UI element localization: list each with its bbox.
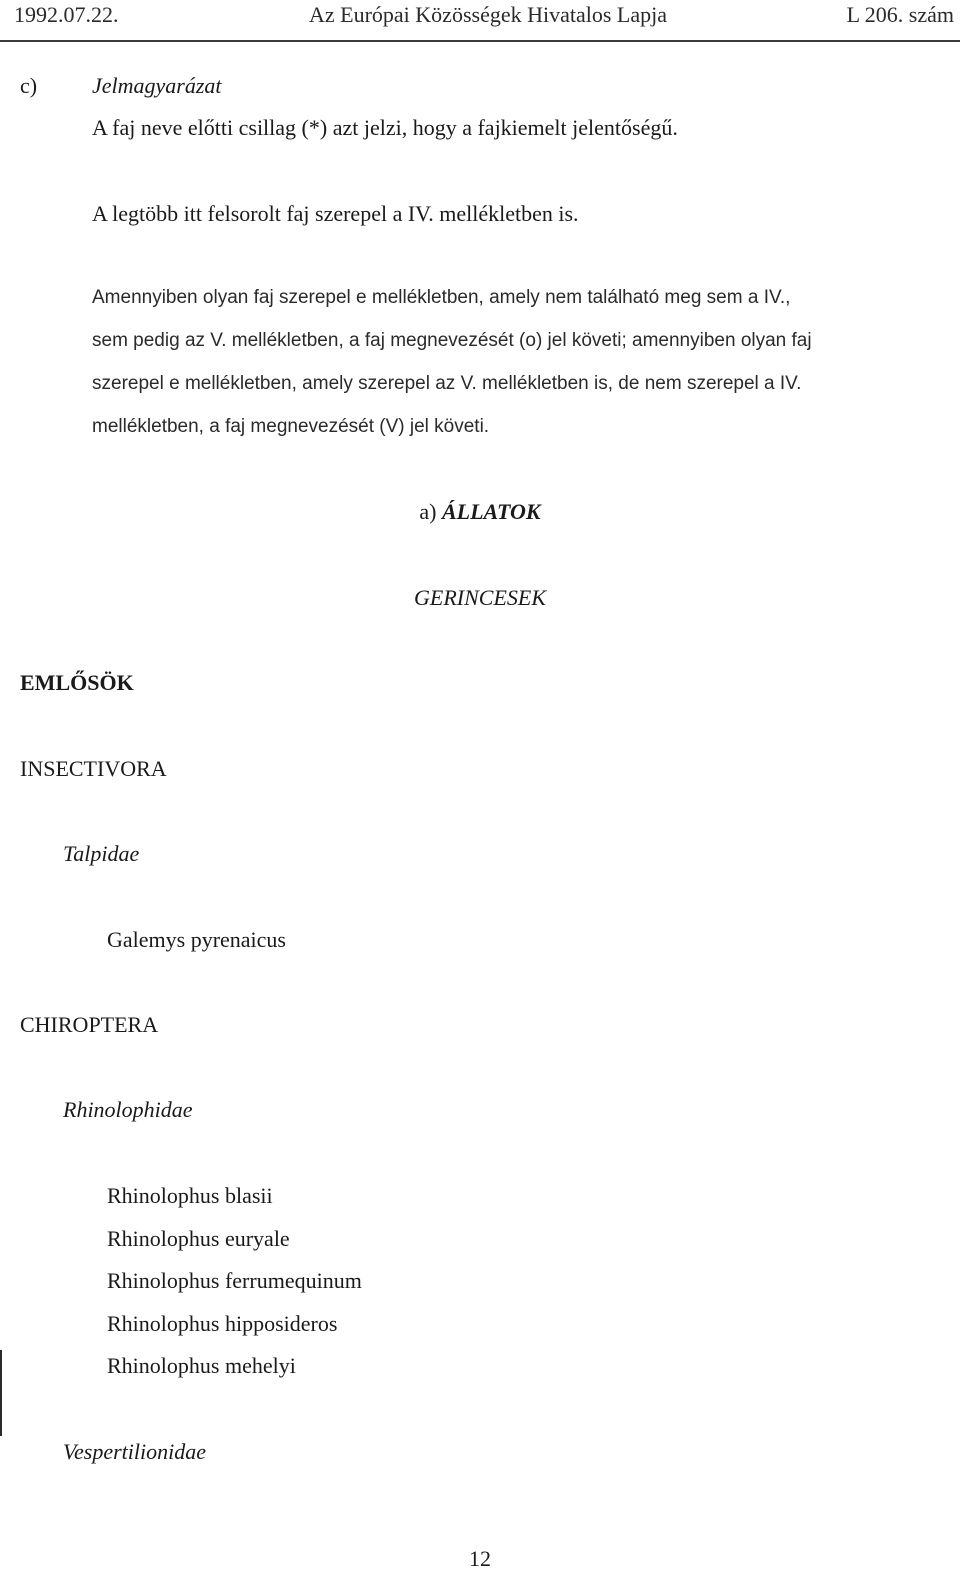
taxon-species-item: Rhinolophus blasii <box>107 1183 273 1208</box>
legend-paragraph-3-line-3: szerepel e mellékletben, amely szerepel az V. mellékletben is, de nem szerepel a IV. <box>92 373 802 394</box>
legend-paragraph-2: A legtöbb itt felsorolt faj szerepel a IV. mellékletben is. <box>92 201 579 226</box>
taxon-family-talpidae: Talpidae <box>63 841 140 866</box>
taxon-family-vespertilionidae: Vespertilionidae <box>63 1439 206 1464</box>
taxon-species-item: Rhinolophus ferrumequinum <box>107 1268 362 1293</box>
taxon-species-item: Rhinolophus euryale <box>107 1226 290 1251</box>
section-prefix: a) <box>419 499 437 524</box>
taxon-species-galemys: Galemys pyrenaicus <box>107 927 286 952</box>
legend-paragraph-3-line-4: mellékletben, a faj megnevezését (V) jel követi. <box>92 416 490 437</box>
taxon-class: EMLŐSÖK <box>20 670 134 695</box>
taxon-order-chiroptera: CHIROPTERA <box>20 1012 159 1037</box>
header-issue: L 206. szám <box>846 2 954 27</box>
section-title: ÁLLATOK <box>441 499 541 524</box>
taxon-family-rhinolophidae: Rhinolophidae <box>63 1097 193 1122</box>
revision-margin-bar <box>0 1350 2 1436</box>
taxon-species-item: Rhinolophus mehelyi <box>107 1353 296 1378</box>
section-heading <box>0 498 960 526</box>
legend-marker: c) <box>20 73 38 98</box>
section-subtitle: GERINCESEK <box>414 585 546 610</box>
page-number: 12 <box>469 1546 491 1571</box>
taxon-order-insectivora: INSECTIVORA <box>20 756 167 781</box>
legend-paragraph-3-line-1: Amennyiben olyan faj szerepel e mellékletben, amely nem található meg sem a IV., <box>92 287 791 308</box>
taxon-species-item: Rhinolophus hipposideros <box>107 1311 338 1336</box>
header-rule <box>0 40 960 42</box>
header-journal: Az Európai Közösségek Hivatalos Lapja <box>309 2 667 27</box>
legend-paragraph-1: A faj neve előtti csillag (*) azt jelzi, hogy a fajkiemelt jelentőségű. <box>92 115 678 140</box>
legend-paragraph-3-line-2: sem pedig az V. mellékletben, a faj megnevezését (o) jel követi; amennyiben olyan faj <box>92 330 812 351</box>
header-date: 1992.07.22. <box>14 2 119 27</box>
legend-title: Jelmagyarázat <box>92 73 222 98</box>
